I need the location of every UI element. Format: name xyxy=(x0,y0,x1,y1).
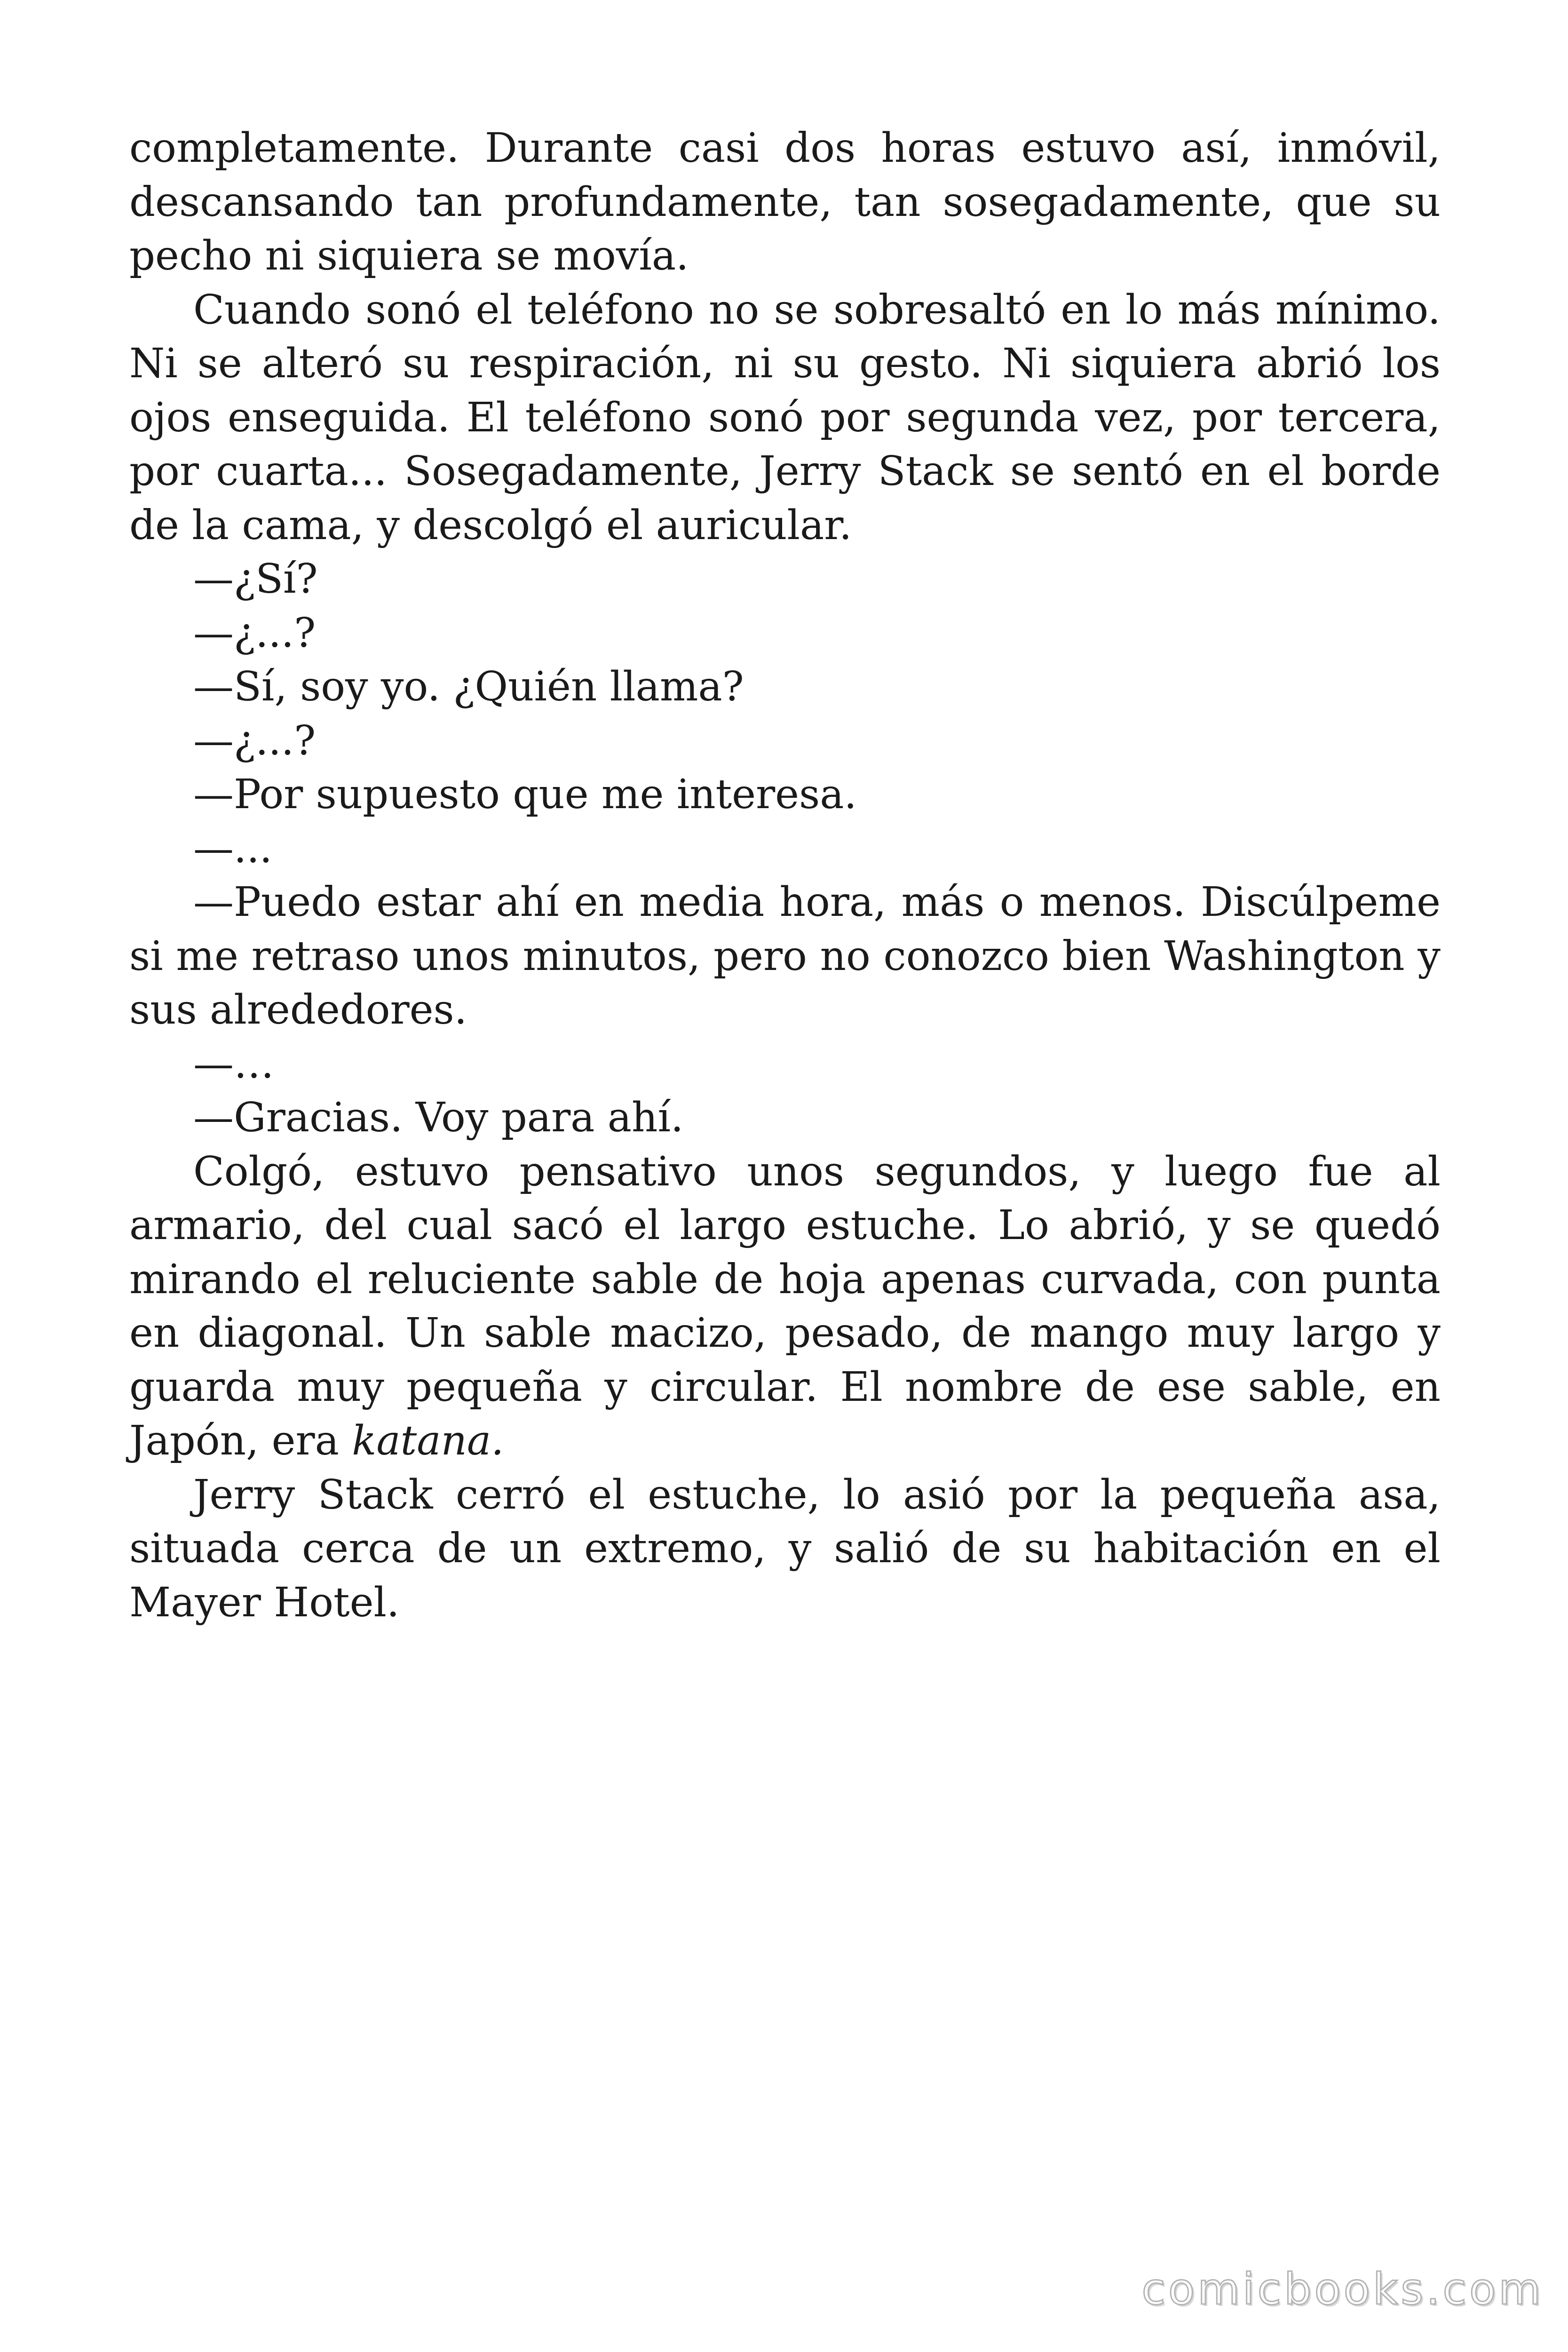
paragraph-katana xyxy=(129,1145,1441,1468)
dialogue-line: —¿...? xyxy=(193,717,316,764)
dialogue-line: —Puedo estar ahí en media hora, más o menos. Discúlpeme si me retraso unos minutos, pero no conozco bien Washington y sus alrededores. xyxy=(129,879,1441,1033)
dialogue-line: —Gracias. Voy para ahí. xyxy=(193,1094,684,1141)
body-text xyxy=(129,121,1441,1629)
paragraph-final: Jerry Stack cerró el estuche, lo asió por la pequeña asa, situada cerca de un extremo, y salió de su habitación en el Mayer Hotel. xyxy=(129,1471,1441,1626)
dialogue-line: —... xyxy=(193,825,273,872)
dialogue-line: —¿Sí? xyxy=(193,556,318,603)
dialogue-line: —Sí, soy yo. ¿Quién llama? xyxy=(193,663,744,710)
dialogue-line: —… xyxy=(193,1040,274,1088)
katana-text-before: Colgó, estuvo pensativo unos segundos, y luego fue al armario, del cual sacó el largo estuche. Lo abrió, y se quedó mirando el reluciente sable de hoja apenas curvada, con punta en diagonal. Un sable macizo, pesado, de mango muy largo y guarda muy pequeña y circular. El nombre de ese sable, en Japón, era xyxy=(129,1148,1441,1464)
dialogue-line: —¿...? xyxy=(193,609,316,657)
paragraph-telephone-rings: Cuando sonó el teléfono no se sobresaltó en lo más mínimo. Ni se alteró su respiración, ni su gesto. Ni siquiera abrió los ojos enseguida. El teléfono sonó por segunda vez, por tercera, por cuarta... Sosegadamente, Jerry Stack se sentó en el borde de la cama, y descolgó el auricular. xyxy=(129,286,1441,549)
watermark-logo: comicbooks.com xyxy=(1141,2264,1544,2314)
dialogue-line: —Por supuesto que me interesa. xyxy=(193,771,857,818)
paragraph-continuation: completamente. Durante casi dos horas estuvo así, inmóvil, descansando tan profundamente, tan sosegadamente, que su pecho ni siquiera se movía. xyxy=(129,125,1441,279)
katana-italic-word: katana. xyxy=(352,1417,504,1464)
